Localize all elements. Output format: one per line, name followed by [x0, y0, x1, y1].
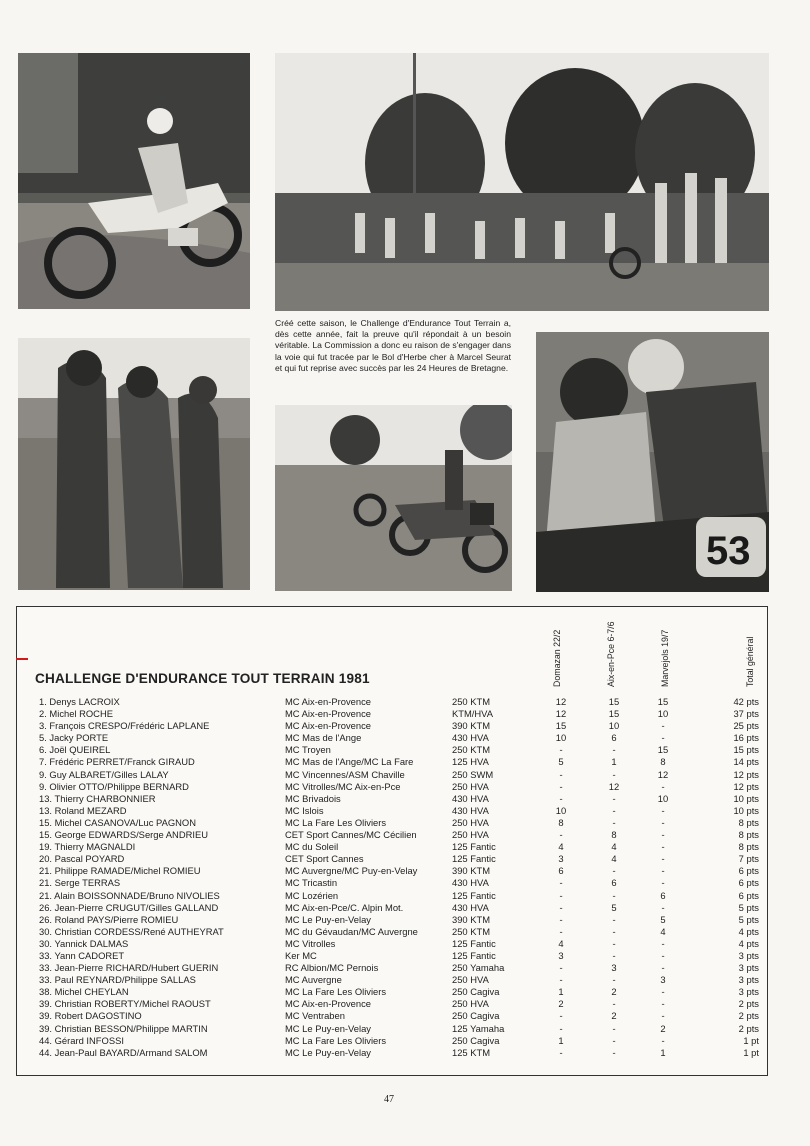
club-name: CET Sport Cannes	[285, 853, 364, 865]
rider-name: 6. Joël QUEIREL	[39, 744, 111, 756]
rider-name: 26. Jean-Pierre CRUGUT/Gilles GALLAND	[39, 901, 219, 913]
rider-name: 33. Jean-Pierre RICHARD/Hubert GUERIN	[39, 962, 219, 974]
points-total: 1 pt	[743, 1046, 759, 1058]
points-total: 2 pts	[738, 998, 759, 1010]
points-race1: -	[559, 768, 563, 780]
club-name: MC La Fare Les Oliviers	[285, 986, 387, 998]
results-title: CHALLENGE D'ENDURANCE TOUT TERRAIN 1981	[35, 671, 370, 686]
motorcycle: 250 HVA	[452, 998, 489, 1010]
points-total: 6 pts	[738, 889, 759, 901]
points-race3: -	[661, 841, 665, 853]
points-race1: -	[559, 877, 563, 889]
rider-name: 19. Thierry MAGNALDI	[39, 841, 136, 853]
motorcycle: 250 KTM	[452, 696, 491, 707]
points-race3: -	[661, 998, 665, 1010]
points-race1: -	[559, 1022, 563, 1034]
motorcycle: 250 Cagiva	[452, 986, 500, 998]
club-name: MC Vitrolles	[285, 937, 336, 949]
table-row	[17, 696, 767, 708]
points-race3: -	[661, 877, 665, 889]
points-total: 10 pts	[733, 792, 759, 804]
club-name: MC Lozérien	[285, 889, 339, 901]
results-panel	[16, 606, 768, 1076]
points-race2: 12	[608, 780, 620, 792]
points-race2: -	[612, 889, 616, 901]
photo-riders-standing	[18, 338, 250, 590]
club-name: Ker MC	[285, 949, 317, 961]
table-row	[17, 950, 767, 962]
table-row	[17, 890, 767, 902]
points-race1: -	[559, 780, 563, 792]
points-race2: -	[612, 913, 616, 925]
points-race3: -	[661, 780, 665, 792]
rider-name: 21. Alain BOISSONNADE/Bruno NIVOLIES	[39, 889, 220, 901]
points-total: 2 pts	[738, 1022, 759, 1034]
page-number: 47	[384, 1094, 394, 1105]
points-total: 8 pts	[738, 816, 759, 828]
motorcycle: 250 SWM	[452, 768, 494, 780]
results-rows	[17, 696, 767, 1059]
points-race2: -	[612, 925, 616, 937]
points-race1: 3	[558, 853, 564, 865]
club-name: MC Le Puy-en-Velay	[285, 1022, 371, 1034]
rider-name: 33. Yann CADORET	[39, 949, 125, 961]
points-race1: 4	[558, 937, 564, 949]
points-race3: -	[661, 937, 665, 949]
motorcycle: 125 KTM	[452, 1046, 491, 1058]
points-total: 25 pts	[733, 720, 759, 732]
photo-rider-53	[536, 332, 769, 592]
table-row	[17, 1023, 767, 1035]
points-race2: -	[612, 744, 616, 756]
points-race1: 6	[558, 865, 564, 877]
points-race3: -	[661, 986, 665, 998]
points-race3: 12	[657, 768, 669, 780]
motorcycle: 125 Fantic	[452, 853, 496, 865]
club-name: MC Aix-en-Provence	[285, 720, 371, 732]
club-name: MC du Soleil	[285, 841, 339, 853]
points-race1: 10	[555, 804, 567, 816]
table-row	[17, 793, 767, 805]
points-race3: -	[661, 901, 665, 913]
club-name: MC La Fare Les Oliviers	[285, 816, 387, 828]
motorcycle: 250 HVA	[452, 974, 489, 986]
club-name: MC Mas de l'Ange/MC La Fare	[285, 756, 414, 768]
club-name: MC Aix-en-Provence	[285, 708, 371, 720]
points-race2: 2	[611, 1010, 617, 1022]
motorcycle: 250 HVA	[452, 816, 489, 828]
points-race3: -	[661, 816, 665, 828]
points-race3: 5	[660, 913, 666, 925]
points-total: 10 pts	[733, 804, 759, 816]
rider-name: 44. Gérard INFOSSI	[39, 1034, 124, 1046]
club-name: MC La Fare Les Oliviers	[285, 1034, 387, 1046]
table-row	[17, 926, 767, 938]
column-header-race1: Domazan 22/2	[552, 629, 562, 687]
points-race1: 12	[555, 708, 567, 720]
rider-name: 7. Frédéric PERRET/Franck GIRAUD	[39, 756, 195, 768]
motorcycle: 125 Fantic	[452, 949, 496, 961]
photo-start-line	[275, 53, 769, 311]
motorcycle: 125 Yamaha	[452, 1022, 505, 1034]
points-race3: -	[661, 720, 665, 732]
points-race3: -	[661, 1010, 665, 1022]
motorcycle: 430 HVA	[452, 792, 489, 804]
svg-text:53: 53	[706, 529, 751, 573]
points-race3: 10	[657, 792, 669, 804]
table-row	[17, 938, 767, 950]
table-row	[17, 829, 767, 841]
points-total: 42 pts	[733, 696, 759, 707]
points-race2: 15	[608, 696, 620, 707]
rider-name: 21. Serge TERRAS	[39, 877, 121, 889]
points-race2: 6	[611, 732, 617, 744]
points-race1: -	[559, 962, 563, 974]
points-race2: -	[612, 768, 616, 780]
rider-name: 15. George EDWARDS/Serge ANDRIEU	[39, 829, 208, 841]
points-race1: 12	[555, 696, 567, 707]
points-race3: -	[661, 804, 665, 816]
club-name: MC Troyen	[285, 744, 331, 756]
points-total: 3 pts	[738, 949, 759, 961]
rider-name: 1. Denys LACROIX	[39, 696, 120, 707]
photo-paddock	[275, 405, 512, 591]
table-row	[17, 974, 767, 986]
table-row	[17, 744, 767, 756]
points-total: 5 pts	[738, 901, 759, 913]
points-race3: -	[661, 829, 665, 841]
table-row	[17, 998, 767, 1010]
column-header-race3: Marvejols 19/7	[660, 629, 670, 687]
motorcycle: 390 KTM	[452, 865, 491, 877]
rider-name: 5. Jacky PORTE	[39, 732, 109, 744]
table-row	[17, 805, 767, 817]
points-race3: -	[661, 865, 665, 877]
points-race2: 1	[611, 756, 617, 768]
points-race2: 8	[611, 829, 617, 841]
rider-name: 38. Michel CHEYLAN	[39, 986, 129, 998]
club-name: MC Vincennes/ASM Chaville	[285, 768, 405, 780]
points-race2: 3	[611, 962, 617, 974]
points-race3: -	[661, 853, 665, 865]
points-race1: -	[559, 974, 563, 986]
points-race3: 8	[660, 756, 666, 768]
points-race1: 3	[558, 949, 564, 961]
points-race2: -	[612, 1034, 616, 1046]
table-row	[17, 902, 767, 914]
motorcycle: 125 Fantic	[452, 841, 496, 853]
points-race2: -	[612, 974, 616, 986]
points-race2: -	[612, 792, 616, 804]
points-race1: 8	[558, 816, 564, 828]
points-total: 3 pts	[738, 986, 759, 998]
table-row	[17, 1035, 767, 1047]
club-name: MC Aix-en-Provence	[285, 998, 371, 1010]
points-race2: -	[612, 1046, 616, 1058]
motorcycle: 125 HVA	[452, 756, 489, 768]
rider-name: 30. Christian CORDESS/René AUTHEYRAT	[39, 925, 224, 937]
rider-name: 30. Yannick DALMAS	[39, 937, 129, 949]
table-row	[17, 817, 767, 829]
points-total: 12 pts	[733, 768, 759, 780]
points-race1: 10	[555, 732, 567, 744]
rider-name: 15. Michel CASANOVA/Luc PAGNON	[39, 816, 196, 828]
points-race3: 10	[657, 708, 669, 720]
points-total: 3 pts	[738, 974, 759, 986]
motorcycle: 250 KTM	[452, 925, 491, 937]
points-race1: 1	[558, 986, 564, 998]
table-row	[17, 708, 767, 720]
points-race2: 15	[608, 708, 620, 720]
points-race2: -	[612, 804, 616, 816]
points-race3: 2	[660, 1022, 666, 1034]
table-row	[17, 756, 767, 768]
points-race3: -	[661, 732, 665, 744]
points-race1: -	[559, 925, 563, 937]
points-total: 14 pts	[733, 756, 759, 768]
points-race3: -	[661, 962, 665, 974]
rider-name: 13. Thierry CHARBONNIER	[39, 792, 156, 804]
table-row	[17, 865, 767, 877]
rider-name: 33. Paul REYNARD/Philippe SALLAS	[39, 974, 196, 986]
points-total: 3 pts	[738, 962, 759, 974]
motorcycle: 430 HVA	[452, 877, 489, 889]
points-race3: 15	[657, 696, 669, 707]
points-race3: -	[661, 949, 665, 961]
points-race2: -	[612, 998, 616, 1010]
motorcycle: 125 Fantic	[452, 937, 496, 949]
table-row	[17, 720, 767, 732]
points-race1: 1	[558, 1034, 564, 1046]
points-total: 1 pt	[743, 1034, 759, 1046]
rider-name: 13. Roland MEZARD	[39, 804, 127, 816]
points-race1: 5	[558, 756, 564, 768]
points-race3: 4	[660, 925, 666, 937]
club-name: MC Aix-en-Provence	[285, 696, 371, 707]
points-total: 4 pts	[738, 925, 759, 937]
points-total: 12 pts	[733, 780, 759, 792]
points-race3: 15	[657, 744, 669, 756]
points-race1: -	[559, 744, 563, 756]
motorcycle: 250 HVA	[452, 829, 489, 841]
points-race1: -	[559, 1046, 563, 1058]
table-row	[17, 781, 767, 793]
club-name: CET Sport Cannes/MC Cécilien	[285, 829, 417, 841]
points-race1: -	[559, 792, 563, 804]
points-race2: -	[612, 816, 616, 828]
rider-name: 26. Roland PAYS/Pierre ROMIEU	[39, 913, 179, 925]
points-race2: 4	[611, 841, 617, 853]
motorcycle: 430 HVA	[452, 732, 489, 744]
column-header-total: Total général	[745, 636, 755, 687]
motorcycle: 390 KTM	[452, 913, 491, 925]
points-race1: -	[559, 901, 563, 913]
motorcycle: 250 Yamaha	[452, 962, 505, 974]
club-name: MC Ventraben	[285, 1010, 345, 1022]
motorcycle: 430 HVA	[452, 804, 489, 816]
points-race1: -	[559, 1010, 563, 1022]
table-row	[17, 914, 767, 926]
table-row	[17, 877, 767, 889]
motorcycle: KTM/HVA	[452, 708, 493, 720]
points-total: 8 pts	[738, 841, 759, 853]
club-name: MC Aix-en-Pce/C. Alpin Mot.	[285, 901, 404, 913]
points-race3: 6	[660, 889, 666, 901]
rider-name: 39. Christian BESSON/Philippe MARTIN	[39, 1022, 208, 1034]
points-total: 4 pts	[738, 937, 759, 949]
points-race3: 1	[660, 1046, 666, 1058]
club-name: MC Islois	[285, 804, 324, 816]
rider-name: 21. Philippe RAMADE/Michel ROMIEU	[39, 865, 201, 877]
motorcycle: 250 HVA	[452, 780, 489, 792]
points-race2: 4	[611, 853, 617, 865]
rider-name: 9. Guy ALBARET/Gilles LALAY	[39, 768, 169, 780]
points-race2: -	[612, 1022, 616, 1034]
points-race2: -	[612, 949, 616, 961]
points-total: 8 pts	[738, 829, 759, 841]
motorcycle: 250 Cagiva	[452, 1034, 500, 1046]
points-race1: -	[559, 829, 563, 841]
motorcycle: 250 Cagiva	[452, 1010, 500, 1022]
club-name: MC Brivadois	[285, 792, 341, 804]
table-row	[17, 732, 767, 744]
table-row	[17, 853, 767, 865]
club-name: MC du Gévaudan/MC Auvergne	[285, 925, 418, 937]
motorcycle: 250 KTM	[452, 744, 491, 756]
table-row	[17, 986, 767, 998]
points-race2: 2	[611, 986, 617, 998]
column-header-race2: Aix-en-Pce 6-7/6	[606, 621, 616, 687]
points-race3: -	[661, 1034, 665, 1046]
club-name: MC Tricastin	[285, 877, 338, 889]
club-name: MC Auvergne/MC Puy-en-Velay	[285, 865, 418, 877]
motorcycle: 125 Fantic	[452, 889, 496, 901]
rider-name: 44. Jean-Paul BAYARD/Armand SALOM	[39, 1046, 208, 1058]
points-race1: -	[559, 889, 563, 901]
points-race3: 3	[660, 974, 666, 986]
table-row	[17, 1047, 767, 1059]
points-race2: -	[612, 937, 616, 949]
points-race1: 2	[558, 998, 564, 1010]
points-total: 37 pts	[733, 708, 759, 720]
points-total: 2 pts	[738, 1010, 759, 1022]
red-highlight-mark	[16, 658, 28, 660]
points-race2: 5	[611, 901, 617, 913]
rider-name: 39. Christian ROBERTY/Michel RAOUST	[39, 998, 211, 1010]
points-race1: -	[559, 913, 563, 925]
rider-name: 20. Pascal POYARD	[39, 853, 125, 865]
points-total: 6 pts	[738, 877, 759, 889]
motorcycle: 430 HVA	[452, 901, 489, 913]
points-total: 16 pts	[733, 732, 759, 744]
table-row	[17, 841, 767, 853]
photo-rider-ktm	[18, 53, 250, 309]
points-total: 5 pts	[738, 913, 759, 925]
table-row	[17, 962, 767, 974]
rider-name: 39. Robert DAGOSTINO	[39, 1010, 142, 1022]
motorcycle: 390 KTM	[452, 720, 491, 732]
club-name: MC Le Puy-en-Velay	[285, 913, 371, 925]
club-name: MC Le Puy-en-Velay	[285, 1046, 371, 1058]
table-row	[17, 769, 767, 781]
club-name: RC Albion/MC Pernois	[285, 962, 379, 974]
photo-caption: Créé cette saison, le Challenge d'Endurance Tout Terrain a, dès cette année, fait la preuve qu'il répondait à un besoin véritable. La Commission a donc eu raison de s'engager dans la voie qui fut tracée par le Bol d'Herbe cher à Marcel Seurat et qui fut reprise avec succès par les 24 Heures de Bretagne.	[275, 318, 511, 373]
points-race1: 4	[558, 841, 564, 853]
points-race2: 6	[611, 877, 617, 889]
points-race2: -	[612, 865, 616, 877]
rider-name: 2. Michel ROCHE	[39, 708, 113, 720]
points-race2: 10	[608, 720, 620, 732]
table-row	[17, 1010, 767, 1022]
points-total: 15 pts	[733, 744, 759, 756]
club-name: MC Mas de l'Ange	[285, 732, 362, 744]
club-name: MC Vitrolles/MC Aix-en-Pce	[285, 780, 401, 792]
points-total: 6 pts	[738, 865, 759, 877]
club-name: MC Auvergne	[285, 974, 342, 986]
rider-name: 3. François CRESPO/Frédéric LAPLANE	[39, 720, 210, 732]
points-total: 7 pts	[738, 853, 759, 865]
points-race1: 15	[555, 720, 567, 732]
rider-name: 9. Olivier OTTO/Philippe BERNARD	[39, 780, 189, 792]
